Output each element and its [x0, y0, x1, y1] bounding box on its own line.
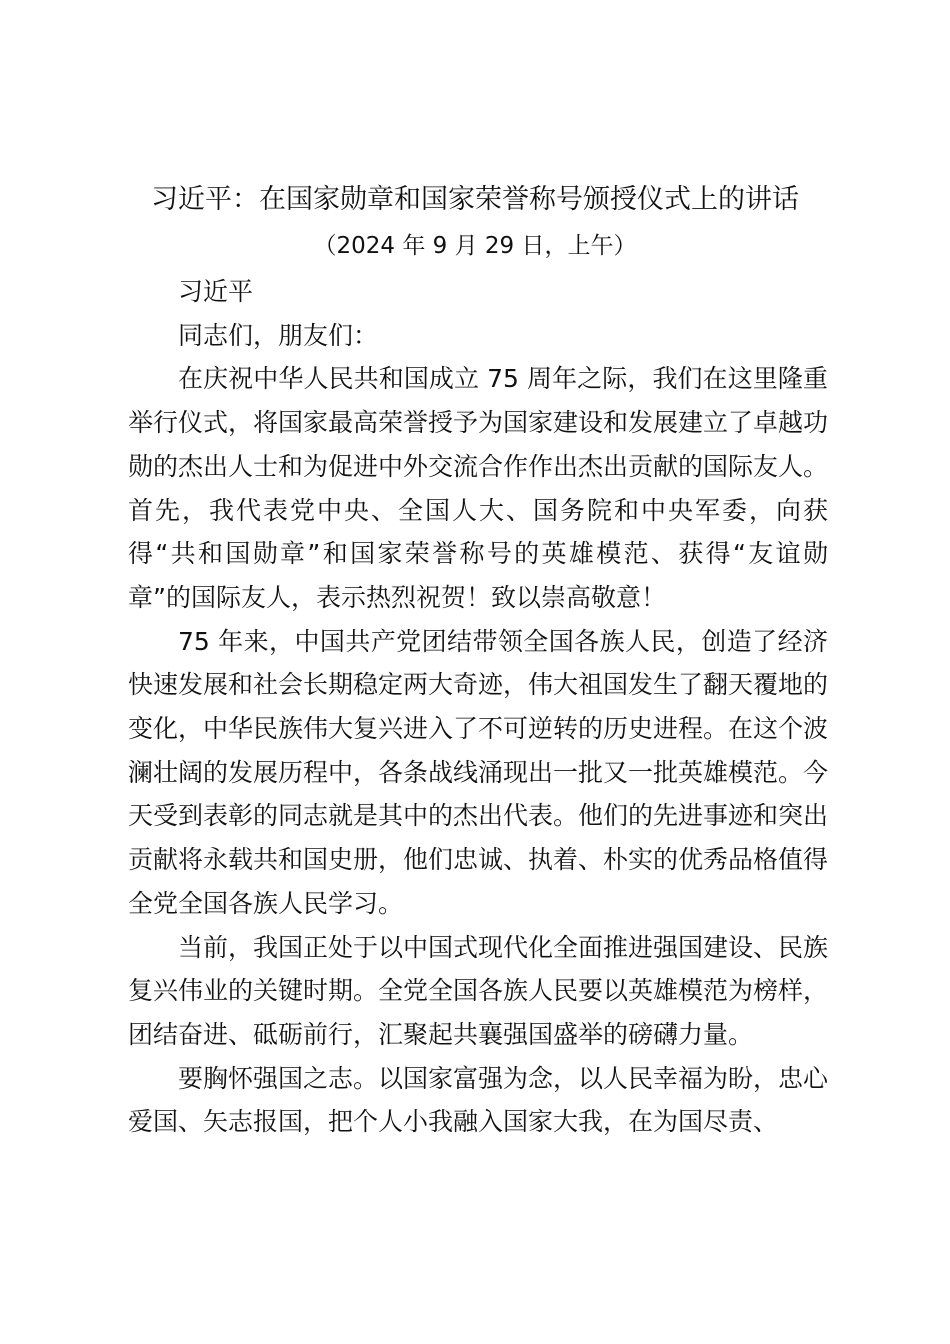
body-paragraph: 75 年来，中国共产党团结带领全国各族人民，创造了经济快速发展和社会长期稳定两大奇迹，伟大祖国发生了翻天覆地的变化，中华民族伟大复兴进入了不可逆转的历史进程。在这个波澜壮阔的发展历程中，各条战线涌现出一批又一批英雄模范。今天受到表彰的同志就是其中的杰出代表。他们的先进事迹和突出贡献将永载共和国史册，他们忠诚、执着、朴实的优秀品格值得全党全国各族人民学习。: [128, 626, 829, 918]
salutation-line: 同志们，朋友们：: [178, 320, 379, 350]
document-date: （2024 年 9 月 29 日，上午）: [313, 233, 637, 259]
body-paragraph: 在庆祝中华人民共和国成立 75 周年之际，我们在这里隆重举行仪式，将国家最高荣誉授予为国家建设和发展建立了卓越功勋的杰出人士和为促进中外交流合作作出杰出贡献的国际友人。首先，我代表党中央、全国人大、国务院和中央军委，向获得“共和国勋章”和国家荣誉称号的英雄模范、获得“友谊勋章”的国际友人，表示热烈祝贺！致以崇高敬意！: [128, 364, 829, 612]
body-paragraph: 要胸怀强国之志。以国家富强为念，以人民幸福为盼，忠心爱国、矢志报国，把个人小我融入国家大我，在为国尽责、: [128, 1063, 829, 1137]
body-paragraph: 当前，我国正处于以中国式现代化全面推进强国建设、民族复兴伟业的关键时期。全党全国各族人民要以英雄模范为榜样，团结奋进、砥砺前行，汇聚起共襄强国盛举的磅礴力量。: [128, 932, 829, 1049]
document-title: 习近平：在国家勋章和国家荣誉称号颁授仪式上的讲话: [151, 184, 799, 215]
author-line: 习近平: [178, 277, 254, 306]
document-body: [128, 270, 828, 1144]
